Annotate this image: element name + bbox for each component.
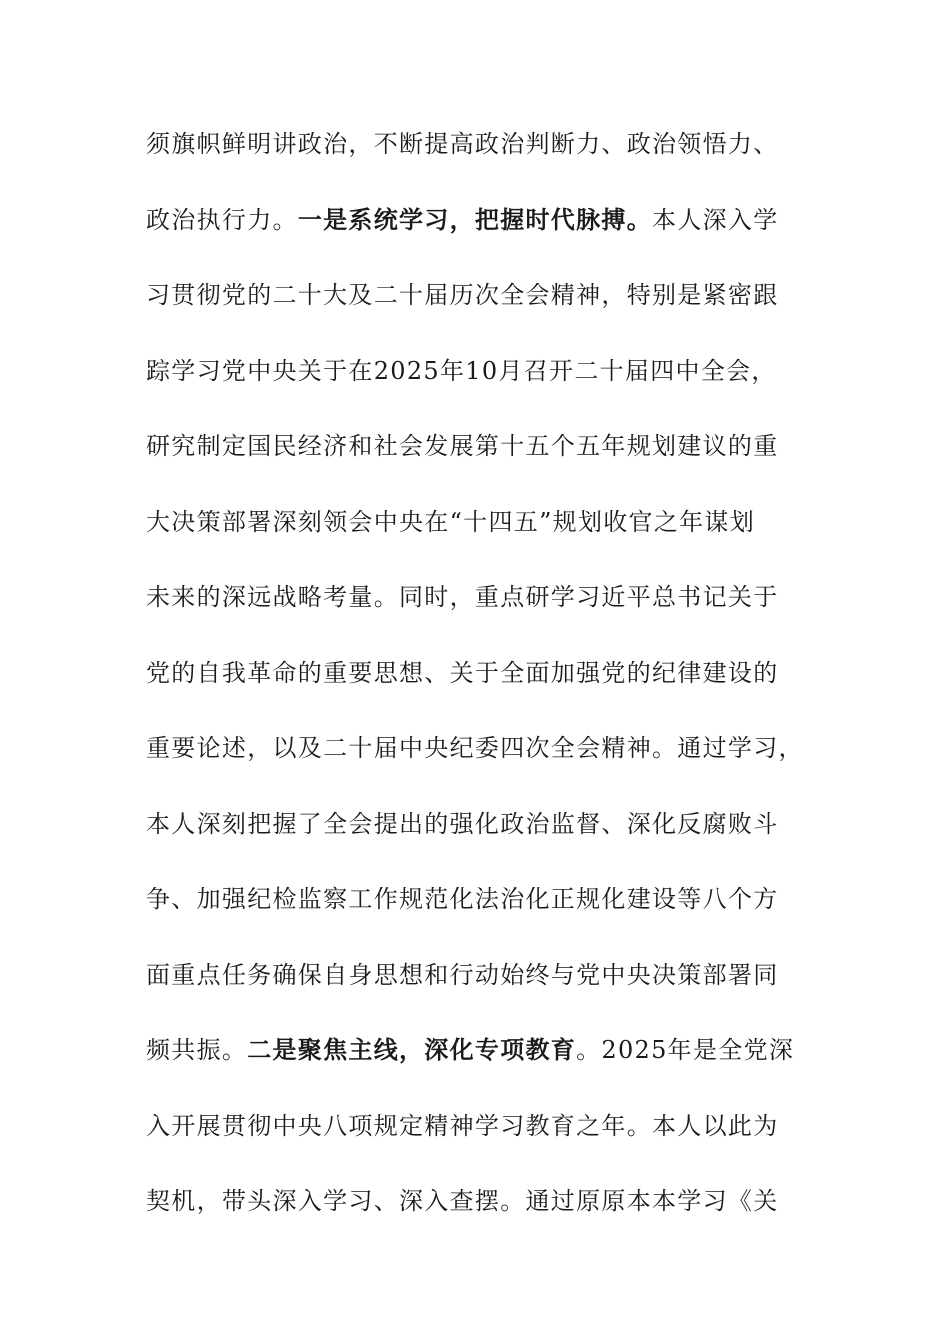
text-line (146, 804, 806, 880)
body-text: 。2025年是全党深 (576, 1036, 795, 1064)
body-text: 频共振。 (146, 1036, 248, 1064)
body-text: 党的自我革命的重要思想、关于全面加强党的纪律建设的 (146, 658, 779, 687)
body-text: 未来的深远战略考量。同时，重点研学习近平总书记关于 (146, 583, 779, 611)
body-text: 争、加强纪检监察工作规范化法治化正规化建设等八个方 (146, 885, 779, 913)
bold-heading-text: 二是聚焦主线，深化专项教育 (247, 1035, 577, 1064)
body-text: 须旗帜鲜明讲政治，不断提高政治判断力、政治领悟力、 (146, 130, 779, 158)
text-line (146, 879, 806, 955)
text-line (146, 955, 806, 1031)
body-text: 踪学习党中央关于在2025年10月召开二十届四中全会， (146, 356, 777, 385)
text-line (146, 728, 806, 804)
document-body (146, 124, 806, 1257)
body-text: 面重点任务确保自身思想和行动始终与党中央决策部署同 (146, 960, 779, 989)
text-line (146, 124, 806, 200)
body-text: 入开展贯彻中央八项规定精神学习教育之年。本人以此为 (146, 1111, 779, 1140)
body-text: 大决策部署深刻领会中央在“十四五”规划收官之年谋划 (146, 507, 756, 536)
body-text: 本人深入学 (652, 205, 779, 234)
body-text: 本人深刻把握了全会提出的强化政治监督、深化反腐败斗 (146, 809, 779, 838)
text-line (146, 502, 806, 578)
text-line (146, 1181, 806, 1257)
body-text: 契机，带头深入学习、深入查摆。通过原原本本学习《关 (146, 1187, 779, 1215)
text-line (146, 351, 806, 427)
text-line (146, 426, 806, 502)
body-text: 习贯彻党的二十大及二十届历次全会精神，特别是紧密跟 (146, 281, 779, 309)
text-line (146, 653, 806, 729)
text-line (146, 577, 806, 653)
body-text: 政治执行力。 (146, 205, 298, 234)
body-text: 重要论述，以及二十届中央纪委四次全会精神。通过学习， (146, 734, 804, 762)
text-line (146, 1106, 806, 1182)
text-line (146, 1030, 806, 1106)
text-line (146, 200, 806, 276)
body-text: 研究制定国民经济和社会发展第十五个五年规划建议的重 (146, 432, 779, 460)
bold-heading-text: 一是系统学习，把握时代脉搏。 (297, 204, 653, 234)
text-line (146, 275, 806, 351)
